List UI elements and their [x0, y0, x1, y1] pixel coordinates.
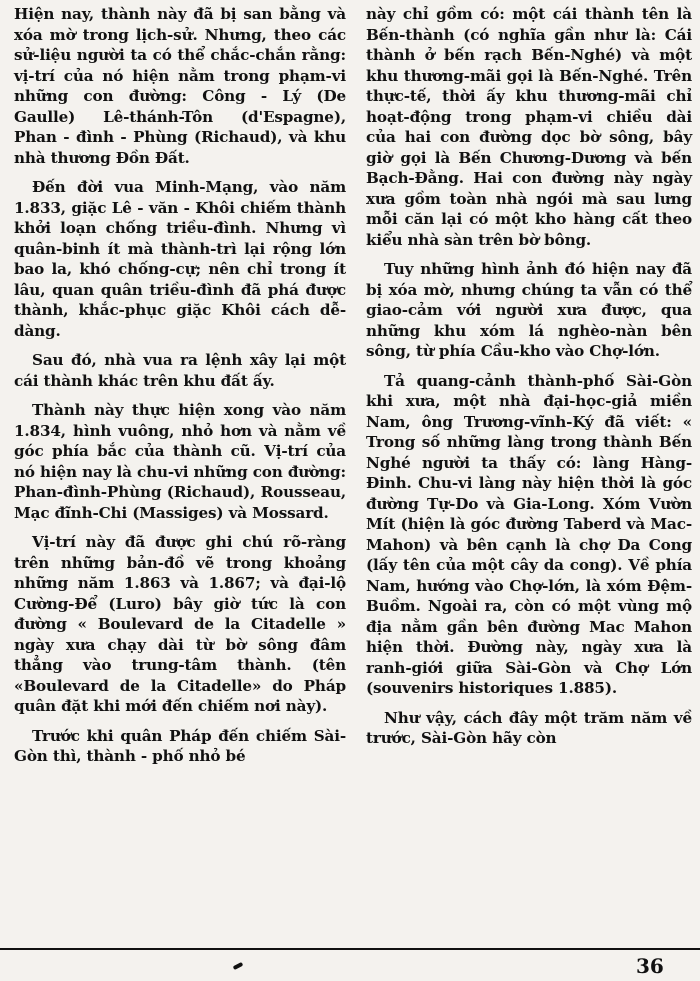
paragraph: Tuy những hình ảnh đó hiện nay đã bị xóa mờ, nhưng chúng ta vẫn có thể giao-cảm với người xưa được, qua những khu xóm lá nghèo-nàn bên sông, từ phía Cầu-kho vào Chợ-lớn.: [366, 260, 692, 360]
page-number: 36: [636, 954, 664, 978]
left-column: [14, 4, 346, 776]
paragraph: Trước khi quân Pháp đến chiếm Sài-Gòn thì, thành - phố nhỏ bé: [14, 726, 346, 765]
paragraph: Vị-trí này đã được ghi chú rõ-ràng trên những bản-đồ vẽ trong khoảng những năm 1.863 và 1.867; và đại-lộ Cường-Để (Luro) bây giờ tức là con đường « Boulevard de la Citadelle » ngày xưa chạy dài từ bờ sông đâm thẳng vào trung-tâm thành. (tên «Boulevard de la Citadelle» do Pháp quân đặt khi mới đến chiếm nơi này).: [14, 533, 346, 715]
paragraph: Tả quang-cảnh thành-phố Sài-Gòn khi xưa, một nhà đại-học-giả miền Nam, ông Trương-vĩnh-Ký đã viết: « Trong số những làng trong thành Bến Nghé người ta thấy có: làng Hàng-Đinh. Chu-vi làng này hiện thời là góc đường Tự-Do và Gia-Long. Xóm Vườn Mít (hiện là góc đường Taberd và Mac-Mahon) và bên cạnh là chợ Da Cong (lấy tên của một cây da cong). Về phía Nam, hướng vào Chợ-lớn, là xóm Đệm-Buồm. Ngoài ra, còn có một vùng mộ địa nằm gần bên đường Mac Mahon hiện thời. Đường này, ngày xưa là ranh-giới giữa Sài-Gòn và Chợ Lớn (souvenirs historiques 1.885).: [366, 371, 692, 697]
paragraph: Hiện nay, thành này đã bị san bằng và xóa mờ trong lịch-sử. Nhưng, theo các sử-liệu người ta có thể chắc-chắn rằng: vị-trí của nó hiện nằm trong phạm-vi những con đường: Công - Lý (De Gaulle) Lê-thánh-Tôn (d'Espagne), Phan - đình - Phùng (Richaud), và khu nhà thương Đồn Đất.: [14, 5, 346, 167]
paragraph: Thành này thực hiện xong vào năm 1.834, hình vuông, nhỏ hơn và nằm về góc phía bắc của thành cũ. Vị-trí của nó hiện nay là chu-vi những con đường: Phan-đình-Phùng (Richaud), Rousseau, Mạc đĩnh-Chi (Massiges) và Mossard.: [14, 401, 346, 522]
paragraph: Đến đời vua Minh-Mạng, vào năm 1.833, giặc Lê - văn - Khôi chiếm thành khởi loạn chống triều-đình. Nhưng vì quân-binh ít mà thành-trì lại rộng lớn bao la, khó chống-cự; nên chỉ trong ít lâu, quan quân triều-đình đã phá được thành, khắc-phục giặc Khôi cách dễ-dàng.: [14, 178, 346, 340]
right-column: [366, 4, 692, 758]
paragraph: Như vậy, cách đây một trăm năm về trước, Sài-Gòn hãy còn: [366, 708, 692, 747]
ink-mark: [233, 962, 244, 970]
footer-divider: [0, 948, 700, 950]
paragraph: Sau đó, nhà vua ra lệnh xây lại một cái thành khác trên khu đất ấy.: [14, 351, 346, 390]
paragraph: này chỉ gồm có: một cái thành tên là Bến-thành (có nghĩa gần như là: Cái thành ở bến rạch Bến-Nghé) và một khu thương-mãi gọi là Bến-Nghé. Trên thực-tế, thời ấy khu thương-mãi chỉ hoạt-động trong phạm-vi chiều dài của hai con đường dọc bờ sông, bây giờ gọi là Bến Chương-Dương và bến Bạch-Đằng. Hai con đường này ngày xưa gồm toàn nhà ngói mà sau lưng mỗi căn lại có một kho hàng cất theo kiểu nhà sàn trên bờ bông.: [366, 5, 692, 249]
